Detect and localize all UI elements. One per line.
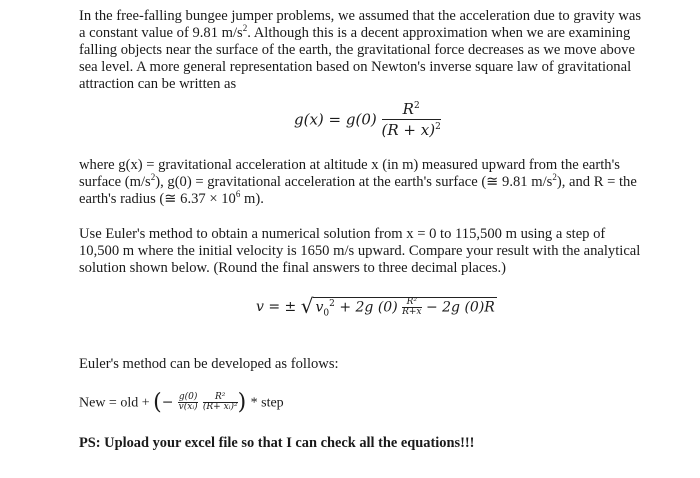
gravity-equation	[294, 100, 441, 139]
eq3-fraction-1: $\frac{g(0)}{\text{v(xᵢ)}}$	[178, 392, 198, 412]
definitions-paragraph: where g(x) = gravitational acceleration at altitude x (in m) measured upward from the earth's surface $(m/s^2)$, g(0) = gravitational acceleration at the earth's surface (≅ 9.81 $m/s^2$), and R = the earth's radius (≅ $6.37 \times 10^6$ m).	[79, 157, 637, 207]
task-paragraph: Use Euler's method to obtain a numerical solution from x = 0 to 115,500 m using a step of 10,500 m where the initial velocity is 1650 m/s upward. Compare your result with the analytical solution shown below. (Round the final answers to three decimal places.)	[79, 226, 641, 276]
sqrt-radicand: $v_0^2 + 2g$ (0) $\frac{\text{R²}}{R+x}$ − 2g (0)R	[315, 296, 495, 318]
eq3-fraction-2: $\frac{\text{R²}}{\text{(R+ xᵢ)²}}$	[202, 392, 238, 412]
eq2-fraction: $\frac{\text{R²}}{R+x}$	[402, 296, 422, 317]
ps-note: PS: Upload your excel file so that I can check all the equations!!!	[79, 435, 475, 451]
eq1-fraction: $\frac{R^2}{(R + x)^2}$	[381, 100, 441, 139]
eq1-lhs: g(x) = g(0)	[294, 110, 377, 129]
euler-intro: Euler's method can be developed as follows:	[79, 356, 339, 372]
euler-update-equation: New = old + (− $\frac{g(0)}{\text{v(xᵢ)}}$ $\frac{\text{R²}}{\text{(R+ xᵢ)²}}$ ) * step	[79, 390, 284, 415]
analytical-solution-equation: v = ± √ $v_0^2 + 2g$ (0) $\frac{\text{R²}}{R+x}$ − 2g (0)R	[256, 294, 495, 318]
intro-paragraph: In the free-falling bungee jumper problems, we assumed that the acceleration due to gravity was a constant value of 9.81 $m/s^2$. Although this is a decent approximation when we are examining falling objects near the surface of the earth, the gravitational force decreases as we move above sea level. A more general representation based on Newton's inverse square law of gravitational attraction can be written as	[79, 8, 642, 92]
